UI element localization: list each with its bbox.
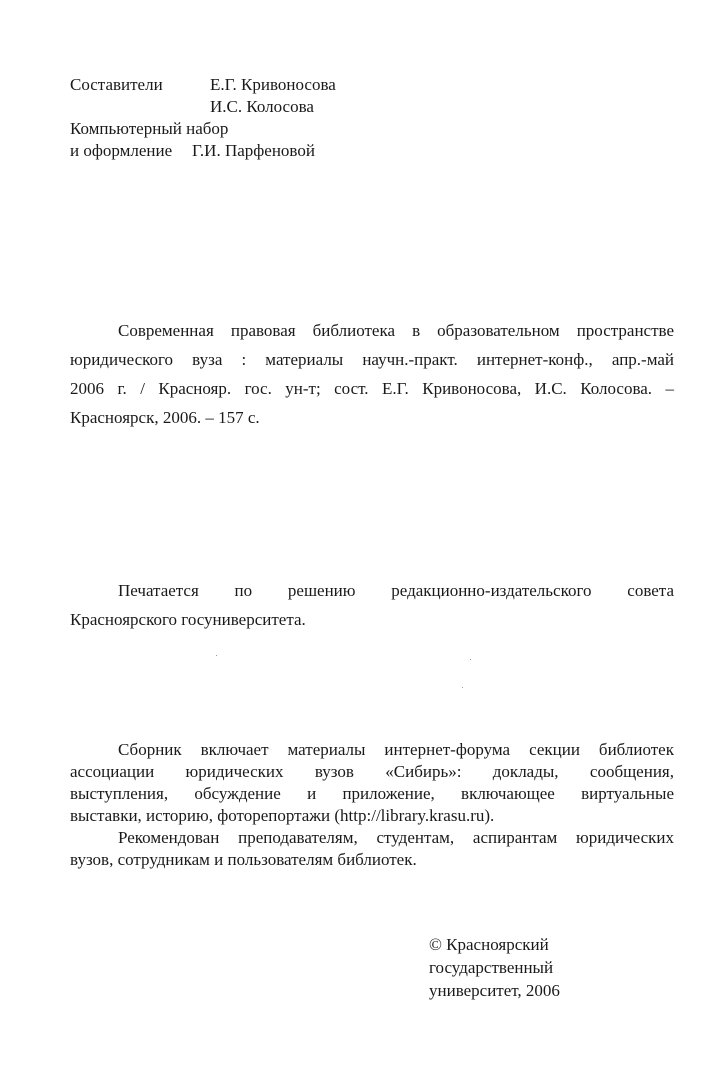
biblio-line: Красноярск, 2006. – 157 с.	[70, 408, 260, 427]
bibliographic-record	[70, 316, 674, 432]
copyright-line: государственный	[429, 958, 554, 977]
compilers-label: Составители	[70, 75, 163, 94]
compiler-2: И.С. Колосова	[210, 97, 314, 116]
biblio-line: 2006 г. / Краснояр. гос. ун-т; сост. Е.Г. Кривоносова, И.С. Колосова. –	[70, 379, 674, 398]
annotation-line: ассоциации юридических вузов «Сибирь»: доклады, сообщения,	[70, 762, 674, 781]
recommendation-line: Рекомендован преподавателям, студентам, аспирантам юридических	[118, 828, 674, 847]
scan-speck	[216, 655, 217, 656]
copyright-line: университет, 2006	[429, 981, 560, 1000]
annotation	[70, 739, 674, 871]
typesetting-label: Компьютерный набор	[70, 119, 229, 138]
biblio-line: Современная правовая библиотека в образовательном пространстве	[118, 321, 674, 340]
biblio-line: юридического вуза : материалы научн.-практ. интернет-конф., апр.-май	[70, 350, 674, 369]
copyright-line: © Красноярский	[429, 935, 549, 954]
recommendation-line: вузов, сотрудникам и пользователям библиотек.	[70, 850, 417, 869]
copyright-block	[429, 933, 560, 1002]
typesetting-label-2: и оформление	[70, 141, 173, 160]
publication-note-line: Печатается по решению редакционно-издательского совета	[118, 581, 674, 600]
annotation-line: выступления, обсуждение и приложение, включающее виртуальные	[70, 784, 674, 803]
publication-note-line: Красноярского госуниверситета.	[70, 610, 306, 629]
typesetter-name: Г.И. Парфеновой	[192, 141, 315, 160]
scan-speck	[470, 659, 471, 660]
annotation-line: выставки, историю, фоторепортажи (http://library.krasu.ru).	[70, 806, 495, 825]
scan-speck	[462, 687, 463, 688]
publication-note	[70, 576, 674, 634]
annotation-line: Сборник включает материалы интернет-форума секции библиотек	[118, 740, 674, 759]
compiler-1: Е.Г. Кривоносова	[210, 75, 336, 94]
